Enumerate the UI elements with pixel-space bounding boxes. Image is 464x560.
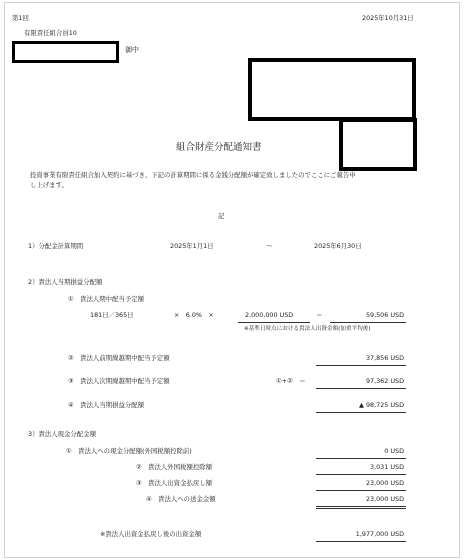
ki-mark: 記	[218, 212, 225, 220]
s3-item4-label: ④ 貴法人への送金金額	[146, 495, 216, 503]
document-title: 組合財産分配通知書	[176, 142, 262, 153]
footer-value: 1,977,000 USD	[355, 530, 404, 538]
footer-underline	[316, 541, 406, 542]
period-tilde: 〜	[266, 242, 273, 250]
s3-item4-double-underline	[316, 506, 406, 509]
s3-item3-label: ③ 貴法人出資金払戻し額	[136, 479, 213, 487]
s2-item4-value: ▲ 98,725 USD	[359, 401, 404, 409]
base-underline	[238, 322, 310, 323]
s3-item1-value: 0 USD	[384, 447, 404, 455]
s2-item1-note: ※基準日時点における貴法人出資金額(加重平均後)	[244, 326, 371, 332]
s2-item2-label: ② 貴法人前期繰越期中配当予定額	[68, 354, 170, 362]
period-end: 2025年6月30日	[314, 242, 362, 250]
s2-item1-label: ① 貴法人期中配当予定額	[68, 295, 145, 303]
recipient-suffix: 御中	[125, 46, 139, 54]
period-start: 2025年1月1日	[170, 242, 214, 250]
s3-item2-label: ② 貴法人外国税額控除額	[136, 463, 213, 471]
section1-label: 1）分配金計算期間	[28, 242, 84, 250]
s2-item1-base: 2,000,000 USD	[245, 311, 294, 319]
s2-item1-eq: ＝	[316, 311, 323, 319]
s3-item1-label: ① 貴法人への現金分配額(外国税額控除前)	[66, 447, 192, 455]
s3-item4-value: 23,000 USD	[365, 495, 404, 503]
s2-item3-value: 97,362 USD	[365, 377, 404, 385]
round-number: 第1回	[12, 14, 29, 22]
s2-item2-value: 37,856 USD	[365, 354, 404, 362]
s2-item4-underline	[316, 412, 406, 413]
section2-label: 2）貴法人当期損益分配額	[28, 278, 103, 286]
s2-item4-label: ④ 貴法人当期損益分配額	[68, 401, 145, 409]
s2-item1-value: 59,506 USD	[365, 311, 404, 319]
s2-item3-formula: ①+② ＝	[276, 377, 306, 385]
intro-line-2: し上げます。	[30, 181, 68, 189]
recipient-org: 有限責任組合員10	[24, 29, 77, 37]
s2-item1-rate: × 6.0% ×	[174, 311, 214, 319]
s2-item3-underline	[316, 388, 406, 389]
s2-item3-label: ③ 貴法人次期繰越期中配当予定額	[68, 377, 170, 385]
s2-item2-underline	[316, 365, 406, 366]
s3-item3-value: 23,000 USD	[365, 479, 404, 487]
s2-item1-days: 181日／365日	[90, 311, 134, 319]
redaction-recipient	[12, 41, 119, 63]
section3-label: 3）貴法人現金分配金額	[28, 430, 96, 438]
s3-item2-value: 3,031 USD	[370, 463, 404, 471]
redaction-sender	[248, 58, 416, 121]
s3-item2-underline	[316, 474, 406, 475]
intro-line-1: 投資事業有限責任組合加入契約に基づき、下記の計算期間に係る金銭分配額が確定致しましたのでここにご報告申	[30, 171, 356, 179]
s3-item1-underline	[316, 458, 406, 459]
redaction-seal	[339, 118, 417, 171]
s3-item3-underline	[316, 490, 406, 491]
footer-label: ※貴法人出資金払戻し後の出資金額	[100, 530, 202, 538]
s2-item1-underline	[330, 322, 406, 323]
issue-date: 2025年10月31日	[362, 14, 414, 22]
